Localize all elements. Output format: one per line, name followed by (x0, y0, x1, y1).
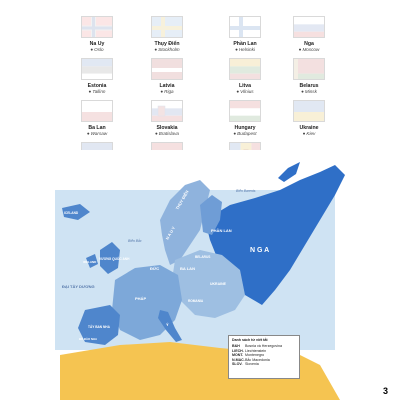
flag-lithuania (229, 58, 261, 80)
country-name: Phần Lan (233, 41, 257, 47)
country-name: Belarus (299, 83, 319, 89)
label-norway: N A U Y (164, 225, 177, 241)
page-number: 3 (382, 386, 388, 396)
label-iceland: ICELAND (64, 211, 79, 215)
legend-title: Danh sách từ viết tắt (232, 338, 268, 342)
capital-dot-icon: ● (155, 131, 158, 137)
legend-text: Liechtenstein (245, 348, 267, 353)
legend-abbr: LIECH. (232, 348, 244, 353)
capital-text: Minsk (304, 89, 317, 95)
flag-estonia (81, 58, 113, 80)
map-svg (0, 150, 400, 400)
capital-name (122, 48, 212, 53)
country-name: Nga (304, 41, 314, 47)
legend-text: Slovenia (245, 362, 259, 367)
legend-abbr: N.MAC. (232, 357, 245, 362)
capital-name (264, 132, 354, 137)
legend-rows (229, 344, 299, 367)
capital-dot-icon: ● (88, 89, 92, 95)
capital-dot-icon: ● (235, 47, 238, 53)
capital-dot-icon: ● (233, 131, 237, 137)
country-name: Thụy Điển (154, 41, 180, 47)
capital-text: Bratislava (158, 131, 179, 137)
flag-belarus (293, 58, 325, 80)
capital-dot-icon: ● (236, 89, 240, 95)
flag-hungary (229, 100, 261, 122)
capital-dot-icon: ● (154, 47, 158, 53)
country-name: Na Uy (89, 41, 105, 47)
label-uk: VƯƠNG QUỐC ANH (99, 257, 130, 261)
label-ireland: IRELAND (83, 260, 97, 264)
flag-poland (81, 100, 113, 122)
country-name: Slovakia (156, 125, 178, 131)
capital-name (122, 132, 212, 137)
flag-card-slovakia (122, 100, 212, 137)
flag-sweden (151, 16, 183, 38)
capital-name (264, 48, 354, 53)
label-italy: Ý (166, 322, 169, 327)
label-russia: N G A (250, 247, 270, 254)
capital-dot-icon: ● (160, 89, 164, 95)
flag-latvia (151, 58, 183, 80)
label-barents: Biển Barents (236, 189, 256, 193)
capital-dot-icon: ● (302, 131, 306, 137)
country-name: Ba Lan (88, 125, 106, 131)
capital-text: Riga (164, 89, 174, 95)
country-name: Litva (238, 83, 252, 89)
capital-text: Vilnius (240, 89, 254, 95)
label-spain: TÂY BAN NHA (88, 325, 110, 329)
capital-text: Moscow (302, 47, 320, 53)
label-france: PHÁP (135, 296, 147, 301)
legend-abbr: SLOV. (232, 362, 243, 367)
capital-dot-icon: ● (301, 89, 304, 95)
label-north-sea: Biển Bắc (128, 239, 142, 243)
label-romania: ROMANIA (188, 299, 204, 303)
capital-text: Oslo (94, 47, 104, 53)
flag-norway (81, 16, 113, 38)
country-name: Estonia (87, 83, 107, 89)
flag-ukraine (293, 100, 325, 122)
europe-map (0, 150, 400, 400)
capital-name (264, 90, 354, 95)
capital-text: Helsinki (238, 47, 255, 53)
flag-card-latvia (122, 58, 212, 95)
country-name: Hungary (234, 125, 256, 131)
country-name: Latvia (159, 83, 175, 89)
flag-card-russia (264, 16, 354, 53)
capital-dot-icon: ● (86, 131, 90, 137)
flag-finland (229, 16, 261, 38)
capital-text: Warsaw (90, 131, 108, 137)
label-sweden: THỤY ĐIỂN (174, 189, 190, 211)
capital-text: Budapest (237, 131, 257, 137)
label-ukraine: UKRAINE (210, 282, 226, 286)
capital-dot-icon: ● (90, 47, 94, 53)
label-portugal: BỒ ĐÀO NHA (79, 337, 98, 341)
label-belarus: BELARUS (195, 255, 211, 259)
flag-slovakia (151, 100, 183, 122)
label-germany: ĐỨC (150, 266, 160, 271)
capital-text: Kiev (306, 131, 316, 137)
capital-text: Stockholm (158, 47, 180, 53)
flag-card-belarus (264, 58, 354, 95)
flag-card-ukraine (264, 100, 354, 137)
label-atlantic: ĐẠI TÂY DƯƠNG (62, 284, 95, 289)
legend-abbr: MONT. (232, 353, 244, 358)
country-name: Ukraine (299, 125, 319, 131)
flag-russia (293, 16, 325, 38)
capital-name (122, 90, 212, 95)
legend-text: Bosnia và Herzegovina (245, 344, 282, 348)
flag-card-sweden (122, 16, 212, 53)
label-finland: PHẦN LAN (211, 228, 232, 233)
capital-dot-icon: ● (298, 47, 302, 53)
legend-abbr: B&H (232, 344, 240, 348)
abbreviation-legend (228, 335, 300, 379)
label-poland: BA LAN (180, 266, 195, 271)
capital-text: Tallinn (92, 89, 106, 95)
legend-text: Montenegro (245, 353, 265, 358)
legend-text: Bắc Macedonia (245, 357, 270, 362)
legend-row (232, 362, 296, 367)
